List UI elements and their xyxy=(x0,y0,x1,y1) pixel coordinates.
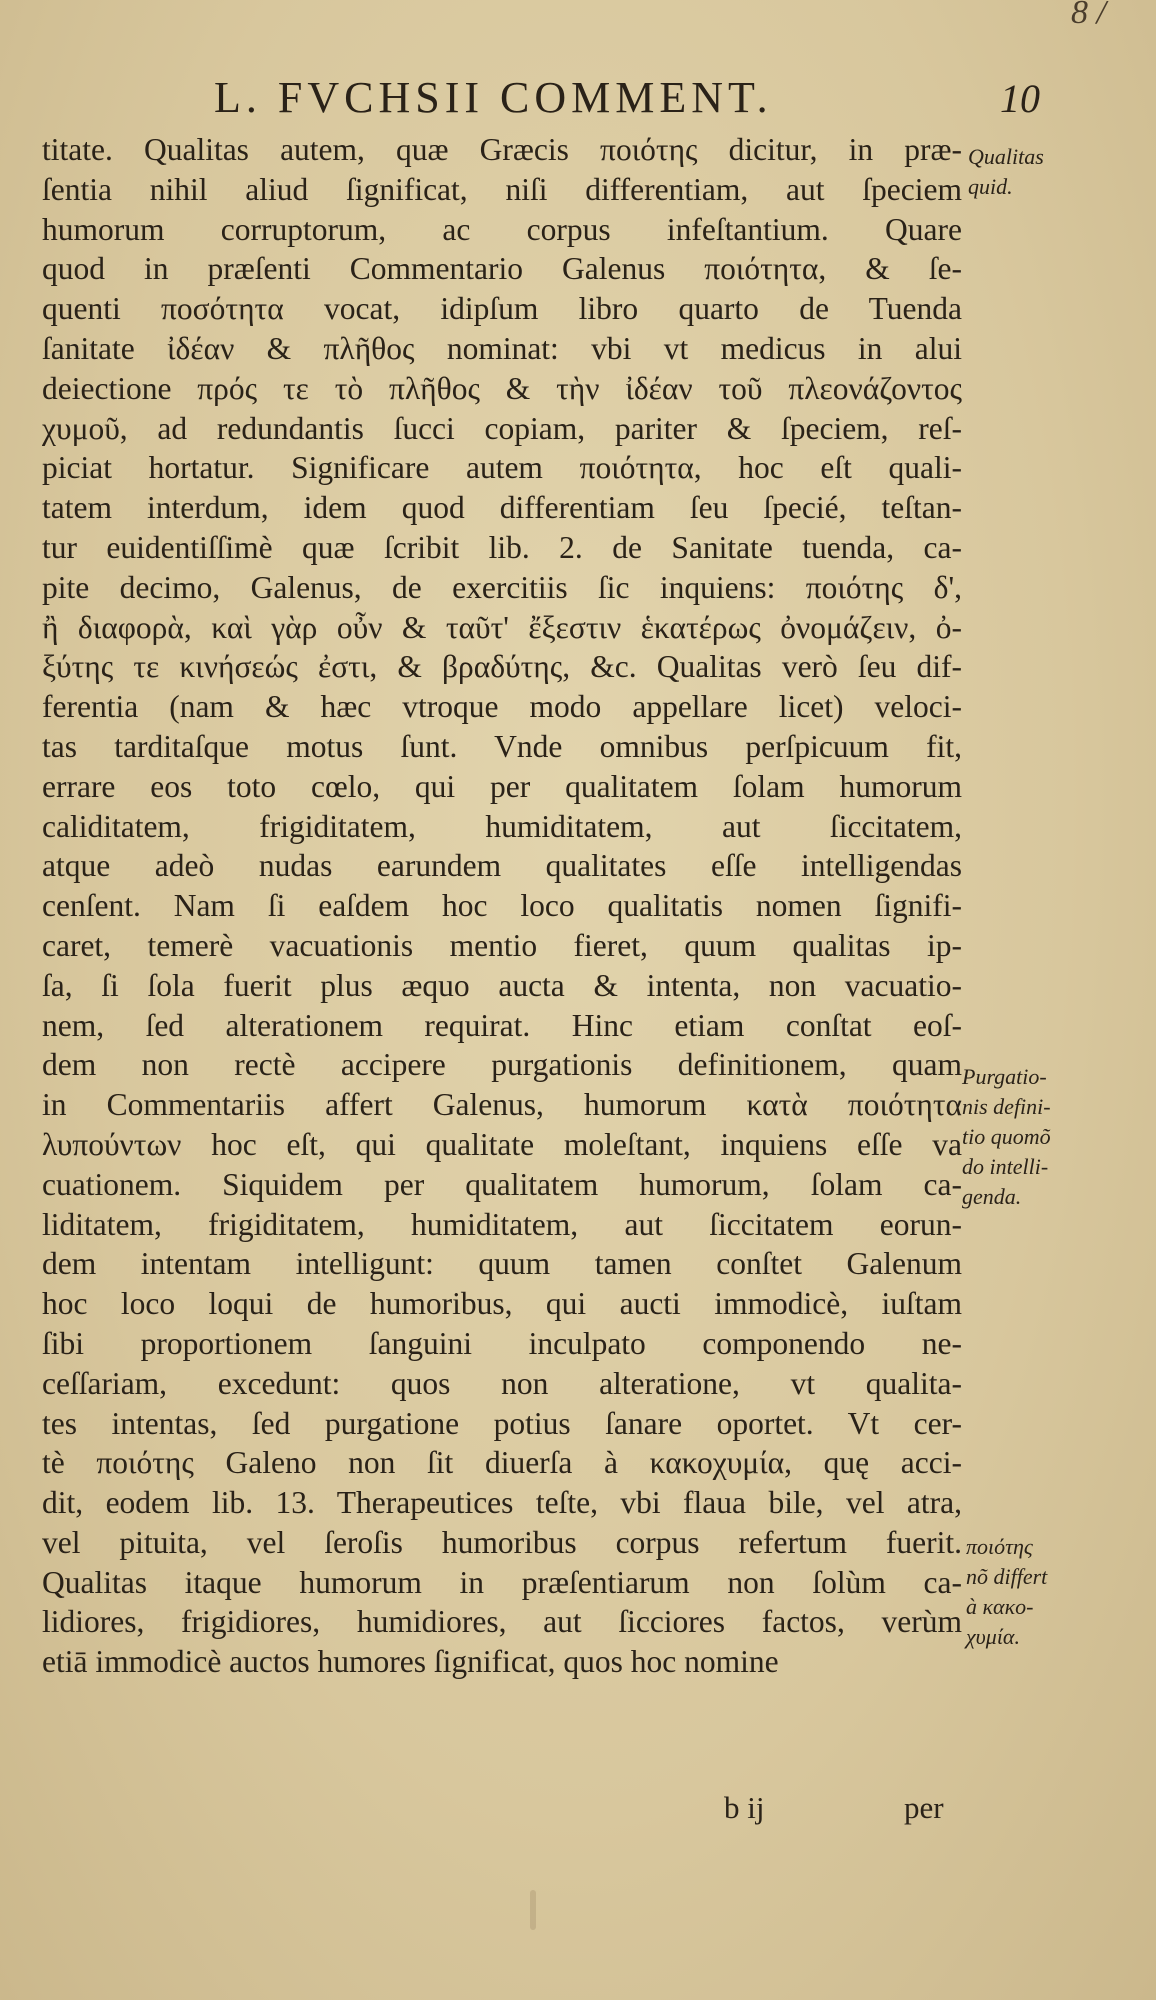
text-line: Qualitas itaque humorum in præſentiarum non ſolùm ca- xyxy=(42,1564,962,1600)
main-text-block xyxy=(42,130,962,1682)
marginal-note-purgatio xyxy=(962,1062,1051,1212)
text-line: in Commentariis affert Galenus, humorum κατὰ ποιότητα xyxy=(42,1087,962,1123)
text-line: ſanitate ἰδέαν & πλῆθος nominat: vbi vt medicus in alui xyxy=(42,330,962,366)
text-line: nem, ſed alterationem requirat. Hinc etiam conſtat eoſ- xyxy=(42,1007,962,1043)
text-line: tè ποιότης Galeno non ſit diuerſa à κακοχυμία, quę acci- xyxy=(42,1445,962,1481)
paper-stain xyxy=(530,1890,536,1930)
text-line: quenti ποσότητα vocat, idipſum libro quarto de Tuenda xyxy=(42,291,962,327)
text-line: atque adeò nudas earundem qualitates eſſe intelligendas xyxy=(42,848,962,884)
text-line: liditatem, frigiditatem, humiditatem, aut ſiccitatem eorun- xyxy=(42,1206,962,1242)
page-footer xyxy=(0,1790,1156,1830)
text-line: tatem interdum, idem quod differentiam ſeu ſpecié, teſtan- xyxy=(42,490,962,526)
text-line: cenſent. Nam ſi eaſdem hoc loco qualitatis nomen ſignifi- xyxy=(42,888,962,924)
text-line: λυπούντων hoc eſt, qui qualitate moleſtant, inquiens eſſe va xyxy=(42,1126,962,1162)
text-line: lidiores, frigidiores, humidiores, aut ſicciores factos, verùm xyxy=(42,1604,962,1640)
text-line: humorum corruptorum, ac corpus infeſtantium. Quare xyxy=(42,211,962,247)
marginal-note-line: nõ differt xyxy=(966,1564,1048,1589)
text-line: cuationem. Siquidem per qualitatem humorum, ſolam ca- xyxy=(42,1166,962,1202)
marginal-note-line: do intelli- xyxy=(962,1154,1049,1179)
text-line: caret, temerè vacuationis mentio fieret, quum qualitas ip- xyxy=(42,927,962,963)
marginal-note-line: genda. xyxy=(962,1184,1022,1209)
text-line: tur euidentiſſimè quæ ſcribit lib. 2. de Sanitate tuenda, ca- xyxy=(42,529,962,565)
text-line: dit, eodem lib. 13. Therapeutices teſte, vbi flaua bile, vel atra, xyxy=(42,1485,962,1521)
text-line: dem non rectè accipere purgationis definitionem, quam xyxy=(42,1047,962,1083)
marginal-note-line: Purgatio- xyxy=(962,1064,1047,1089)
marginal-note-line: Qualitas xyxy=(968,144,1044,169)
text-line: ξύτης τε κινήσεώς ἐστι, & βραδύτης, &c. Qualitas verò ſeu dif- xyxy=(42,649,962,685)
marginal-note-line: χυμία. xyxy=(966,1624,1020,1649)
text-line: dem intentam intelligunt: quum tamen conſtet Galenum xyxy=(42,1246,962,1282)
text-line: ſibi proportionem ſanguini inculpato componendo ne- xyxy=(42,1325,962,1361)
marginal-note-line: à κακο- xyxy=(966,1594,1034,1619)
catchword: per xyxy=(904,1790,944,1825)
text-line: pite decimo, Galenus, de exercitiis ſic inquiens: ποιότης δ', xyxy=(42,569,962,605)
marginal-note-qualitas xyxy=(968,142,1044,202)
marginal-note-line: ποιότης xyxy=(966,1534,1033,1559)
signature-mark: b ij xyxy=(724,1790,765,1825)
text-line: ἢ διαφορὰ, καὶ γὰρ οὖν & ταῦτ' ἔξεστιν ἑκατέρως ὀνομάζειν, ὀ- xyxy=(42,609,962,645)
text-line: quod in præſenti Commentario Galenus ποιότητα, & ſe- xyxy=(42,251,962,287)
page-number: 10 xyxy=(1000,76,1040,121)
text-line: titate. Qualitas autem, quæ Græcis ποιότης dicitur, in præ- xyxy=(42,132,962,167)
marginal-note-line: nis defini- xyxy=(962,1094,1051,1119)
text-line: vel pituita, vel ſeroſis humoribus corpus refertum fuerit. xyxy=(42,1524,962,1560)
text-line: deiectione πρός τε τὸ πλῆθος & τὴν ἰδέαν τοῦ πλεονάζοντος xyxy=(42,370,962,406)
text-line: etiā immodicè auctos humores ſignificat, quos hoc nomine xyxy=(42,1644,779,1680)
marginal-note-poiotes xyxy=(966,1532,1047,1652)
text-line: ceſſariam, excedunt: quos non alteratione, vt qualita- xyxy=(42,1365,962,1401)
marginal-note-line: tio quomõ xyxy=(962,1124,1051,1149)
running-head xyxy=(200,72,1080,123)
text-line: hoc loco loqui de humoribus, qui aucti immodicè, iuſtam xyxy=(42,1286,962,1322)
folio-mark: 8 / xyxy=(1071,0,1106,31)
text-line: errare eos toto cœlo, qui per qualitatem ſolam humorum xyxy=(42,768,962,804)
text-line: ſa, ſi ſola fuerit plus æquo aucta & intenta, non vacuatio- xyxy=(42,967,962,1003)
text-line: tes intentas, ſed purgatione potius ſanare oportet. Vt cer- xyxy=(42,1405,962,1441)
text-line: tas tarditaſque motus ſunt. Vnde omnibus perſpicuum fit, xyxy=(42,728,962,764)
text-line: ferentia (nam & hæc vtroque modo appellare licet) veloci- xyxy=(42,689,962,725)
text-line: caliditatem, frigiditatem, humiditatem, aut ſiccitatem, xyxy=(42,808,962,844)
text-line: ſentia nihil aliud ſignificat, niſi differentiam, aut ſpeciem xyxy=(42,171,962,207)
running-title: L. FVCHSII COMMENT. xyxy=(214,73,773,122)
text-line: piciat hortatur. Significare autem ποιότητα, hoc eſt quali- xyxy=(42,450,962,486)
text-line: χυμοῦ, ad redundantis ſucci copiam, pariter & ſpeciem, reſ- xyxy=(42,410,962,446)
marginal-note-line: quid. xyxy=(968,174,1013,199)
